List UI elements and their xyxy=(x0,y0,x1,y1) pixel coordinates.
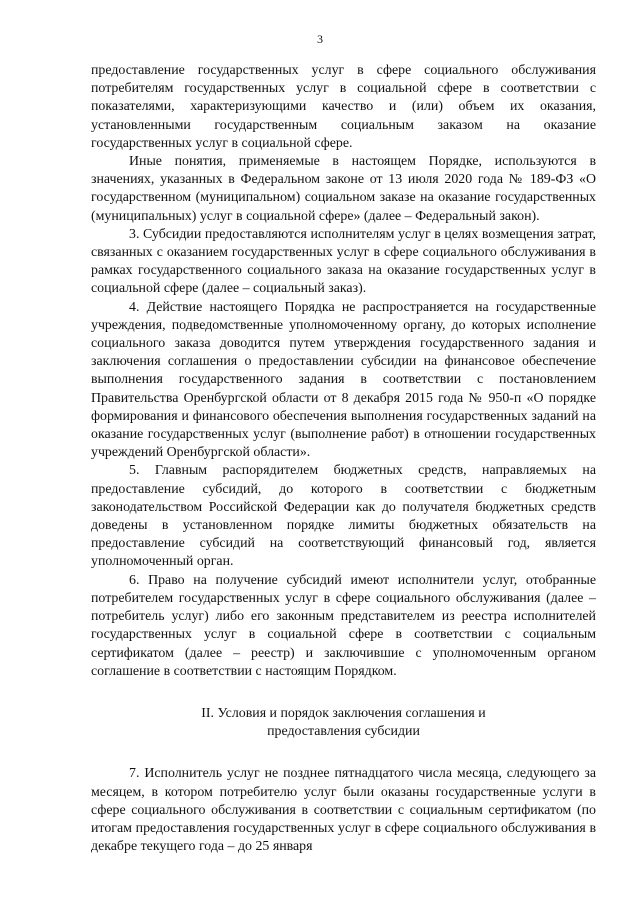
paragraph: предоставление государственных услуг в сфере социального обслуживания потребителям государственных услуг в социальной сфере в соответствии с показателями, характеризующими качество и (или) объем их оказания, установленными государственным социальным заказом на оказание государственных услуг в социальной сфере. xyxy=(91,63,596,151)
paragraphs-bottom xyxy=(91,765,596,856)
paragraph: 4. Действие настоящего Порядка не распространяется на государственные учреждения, подведомственные уполномоченному органу, до которых исполнение социального заказа доводится путем утверждения государственного задания и заключения соглашения о предоставлении субсидии на финансовое обеспечение выполнения государственного задания в соответствии с постановлением Правительства Оренбургской области от 8 декабря 2015 года № 950-п «О порядке формирования и финансового обеспечения выполнения государственных заданий на оказание государственных услуг (выполнение работ) в отношении государственных учреждений Оренбургской области». xyxy=(91,299,596,461)
section-heading-line-2: предоставления субсидии xyxy=(267,724,420,740)
section-heading-line-1: II. Условия и порядок заключения соглашения и xyxy=(201,705,486,721)
paragraph: 7. Исполнитель услуг не позднее пятнадцатого числа месяца, следующего за месяцем, в котором потребителю услуг были оказаны государственные услуги в сфере социального обслуживания в соответствии с социальным сертификатом (по итогам предоставления государственных услуг в сфере социального обслуживания в декабре текущего года – до 25 января xyxy=(91,766,596,855)
paragraph: 5. Главным распорядителем бюджетных средств, направляемых на предоставление субсидий, до которого в соответствии с бюджетным законодательством Российской Федерации как до получателя бюджетных средств доведены в установленном порядке лимиты бюджетных обязательств на предоставление субсидий на соответствующий финансовый год, является уполномоченный орган. xyxy=(91,463,596,570)
paragraph: 3. Субсидии предоставляются исполнителям услуг в целях возмещения затрат, связанных с оказанием государственных услуг в сфере социального обслуживания в рамках государственного социального заказа на оказание государственных услуг в социальной сфере (далее – социальный заказ). xyxy=(91,226,596,297)
paragraphs-top xyxy=(91,62,596,681)
section-heading xyxy=(91,705,596,741)
paragraph: Иные понятия, применяемые в настоящем Порядке, используются в значениях, указанных в Федеральном законе от 13 июля 2020 года № 189-ФЗ «О государственном (муниципальном) социальном заказе на оказание государственных (муниципальных) услуг в социальной сфере» (далее – Федеральный закон). xyxy=(91,154,596,224)
document-body xyxy=(91,62,596,856)
page-number: 3 xyxy=(317,32,323,46)
paragraph: 6. Право на получение субсидий имеют исполнители услуг, отобранные потребителем государственных услуг в сфере социального обслуживания (далее – потребитель услуг) либо его законным представителем из реестра исполнителей государственных услуг в социальной сфере в соответствии с социальным сертификатом (далее – реестр) и заключившие с уполномоченным органом соглашение в соответствии с настоящим Порядком. xyxy=(91,572,596,679)
